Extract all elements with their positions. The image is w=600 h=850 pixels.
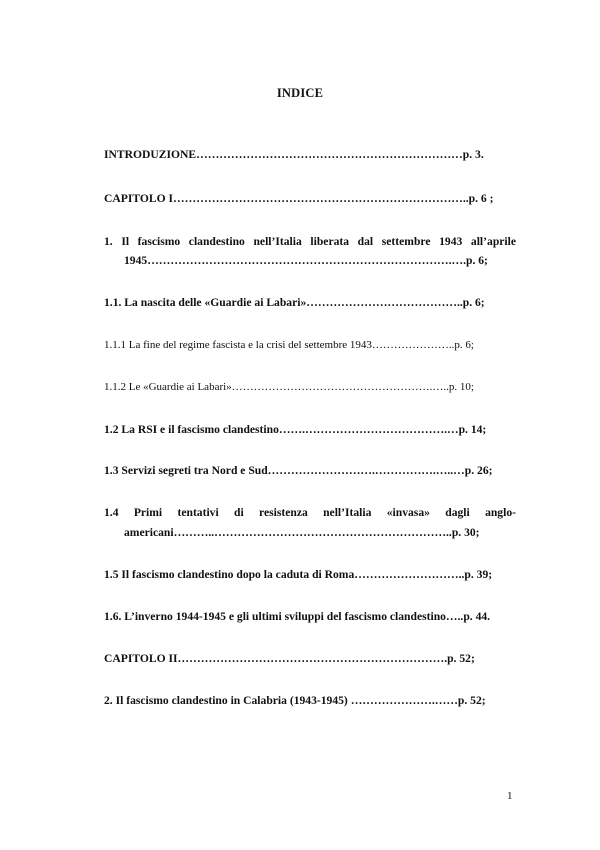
toc-entry-introduzione: INTRODUZIONE……………………………………………………………p. 3. <box>104 148 484 161</box>
toc-entry-section-1-1: 1.1. La nascita delle «Guardie ai Labari»…………………………………..p. 6; <box>104 296 485 309</box>
toc-entry-capitolo-2: CAPITOLO II…………………………………………………………….p. 52; <box>104 652 475 665</box>
toc-entry-section-1-6: 1.6. L’inverno 1944-1945 e gli ultimi sviluppi del fascismo clandestino…..p. 44. <box>104 610 491 623</box>
toc-entry-section-1-2: 1.2 La RSI e il fascismo clandestino…….……………………………….…p. 14; <box>104 423 487 436</box>
toc-entry-capitolo-1: CAPITOLO I…………………………………………………………………..p. 6 ; <box>104 192 494 205</box>
page-number: 1 <box>507 790 513 802</box>
toc-entry-section-1-3: 1.3 Servizi segreti tra Nord e Sud……………………….…………….…..…p. 26; <box>104 464 493 477</box>
toc-entry-section-2: 2. Il fascismo clandestino in Calabria (1943-1945) ………………….……p. 52; <box>104 694 486 707</box>
toc-entry-section-1-1-1: 1.1.1 La fine del regime fascista e la crisi del settembre 1943…………………..p. 6; <box>104 339 474 351</box>
toc-entry-section-1-line-2: 1945…………………………………………………………………….….p. 6; <box>124 254 488 267</box>
toc-entry-section-1-5: 1.5 Il fascismo clandestino dopo la caduta di Roma………………………..p. 39; <box>104 568 493 581</box>
toc-entry-section-1-line-1: 1. Il fascismo clandestino nell’Italia liberata dal settembre 1943 all’aprile <box>104 235 516 248</box>
toc-entry-section-1-4-line-2: americani………..……………………………………………………..p. 30; <box>124 526 480 539</box>
toc-entry-section-1-1-2: 1.1.2 Le «Guardie ai Labari»……………………………………………….…..p. 10; <box>104 381 474 393</box>
toc-entry-section-1-4-line-1: 1.4 Primi tentativi di resistenza nell’Italia «invasa» dagli anglo- <box>104 506 516 519</box>
page-title: INDICE <box>276 86 324 100</box>
